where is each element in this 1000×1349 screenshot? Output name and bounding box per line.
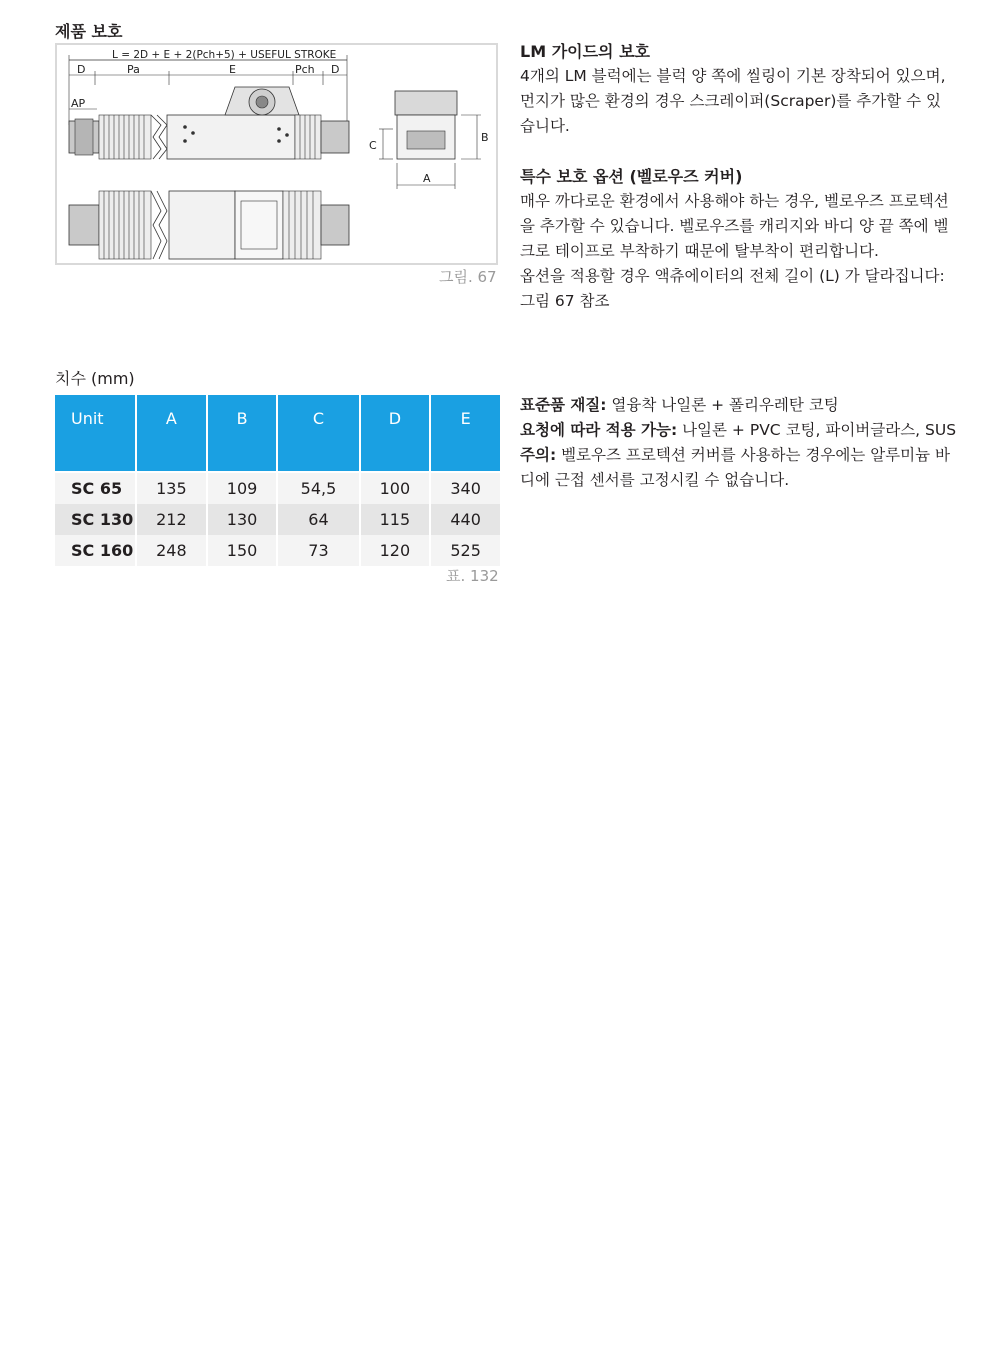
cell-d: 100 [361, 473, 430, 504]
header-e: E [431, 395, 500, 471]
cell-c: 54,5 [278, 473, 358, 504]
figure-caption: 그림. 67 [439, 268, 497, 286]
bellows-title: 특수 보호 옵션 (벨로우즈 커버) [520, 167, 743, 186]
table-row [55, 535, 500, 566]
label-a: A [423, 172, 431, 185]
dimensions-table [53, 395, 502, 566]
cell-d: 115 [361, 504, 430, 535]
header-b: B [208, 395, 277, 471]
bellows-line: 그림 67 참조 [520, 292, 610, 310]
cell-a: 248 [137, 535, 206, 566]
table-row [55, 473, 500, 504]
lm-guide-title: LM 가이드의 보호 [520, 42, 650, 61]
label-d-right: D [331, 63, 340, 76]
section-heading-product-protection: 제품 보호 [55, 22, 123, 41]
cell-e: 525 [431, 535, 500, 566]
label-b: B [481, 131, 489, 144]
note-caution: 주의: 벨로우즈 프로텍션 커버를 사용하는 경우에는 알루미늄 바 [520, 446, 950, 464]
cell-b: 109 [208, 473, 277, 504]
cell-a: 212 [137, 504, 206, 535]
table-caption: 표. 132 [446, 567, 499, 585]
technical-drawing [57, 45, 496, 263]
cell-e: 440 [431, 504, 500, 535]
cell-c: 64 [278, 504, 358, 535]
cell-c: 73 [278, 535, 358, 566]
label-e: E [229, 63, 236, 76]
cell-e: 340 [431, 473, 500, 504]
lm-line: 4개의 LM 블럭에는 블럭 양 쪽에 씰링이 기본 장착되어 있으며, [520, 67, 946, 85]
cell-a: 135 [137, 473, 206, 504]
label-d-left: D [77, 63, 86, 76]
cell-unit: SC 65 [55, 473, 135, 504]
bellows-line: 크로 테이프로 부착하기 때문에 탈부착이 편리합니다. [520, 242, 879, 260]
header-a: A [137, 395, 206, 471]
header-c: C [278, 395, 358, 471]
note-standard-material: 표준품 재질: 열융착 나일론 + 폴리우레탄 코팅 [520, 396, 839, 414]
lm-line: 습니다. [520, 117, 570, 135]
label-c: C [369, 139, 377, 152]
cell-unit: SC 160 [55, 535, 135, 566]
header-unit: Unit [55, 395, 135, 471]
cell-b: 150 [208, 535, 277, 566]
section-heading-dimensions: 치수 (mm) [55, 369, 135, 388]
cell-d: 120 [361, 535, 430, 566]
protection-text-block [520, 39, 970, 314]
material-notes [520, 393, 970, 493]
header-d: D [361, 395, 430, 471]
label-ap: AP [71, 97, 86, 110]
note-caution-continued: 디에 근접 센서를 고정시킬 수 없습니다. [520, 471, 790, 489]
lm-line: 먼지가 많은 환경의 경우 스크레이퍼(Scraper)를 추가할 수 있 [520, 92, 941, 110]
cell-b: 130 [208, 504, 277, 535]
cell-unit: SC 130 [55, 504, 135, 535]
figure-bellows-drawing [55, 43, 498, 265]
bellows-line: 옵션을 적용할 경우 액츄에이터의 전체 길이 (L) 가 달라집니다: [520, 267, 945, 285]
formula-label: L = 2D + E + 2(Pch+5) + USEFUL STROKE [112, 49, 337, 61]
table-row [55, 504, 500, 535]
label-pa: Pa [127, 63, 140, 76]
note-on-request: 요청에 따라 적용 가능: 나일론 + PVC 코팅, 파이버글라스, SUS [520, 421, 957, 439]
bellows-line: 매우 까다로운 환경에서 사용해야 하는 경우, 벨로우즈 프로텍션 [520, 192, 949, 210]
bellows-line: 을 추가할 수 있습니다. 벨로우즈를 캐리지와 바디 양 끝 쪽에 벨 [520, 217, 949, 235]
label-pch: Pch [295, 63, 315, 76]
